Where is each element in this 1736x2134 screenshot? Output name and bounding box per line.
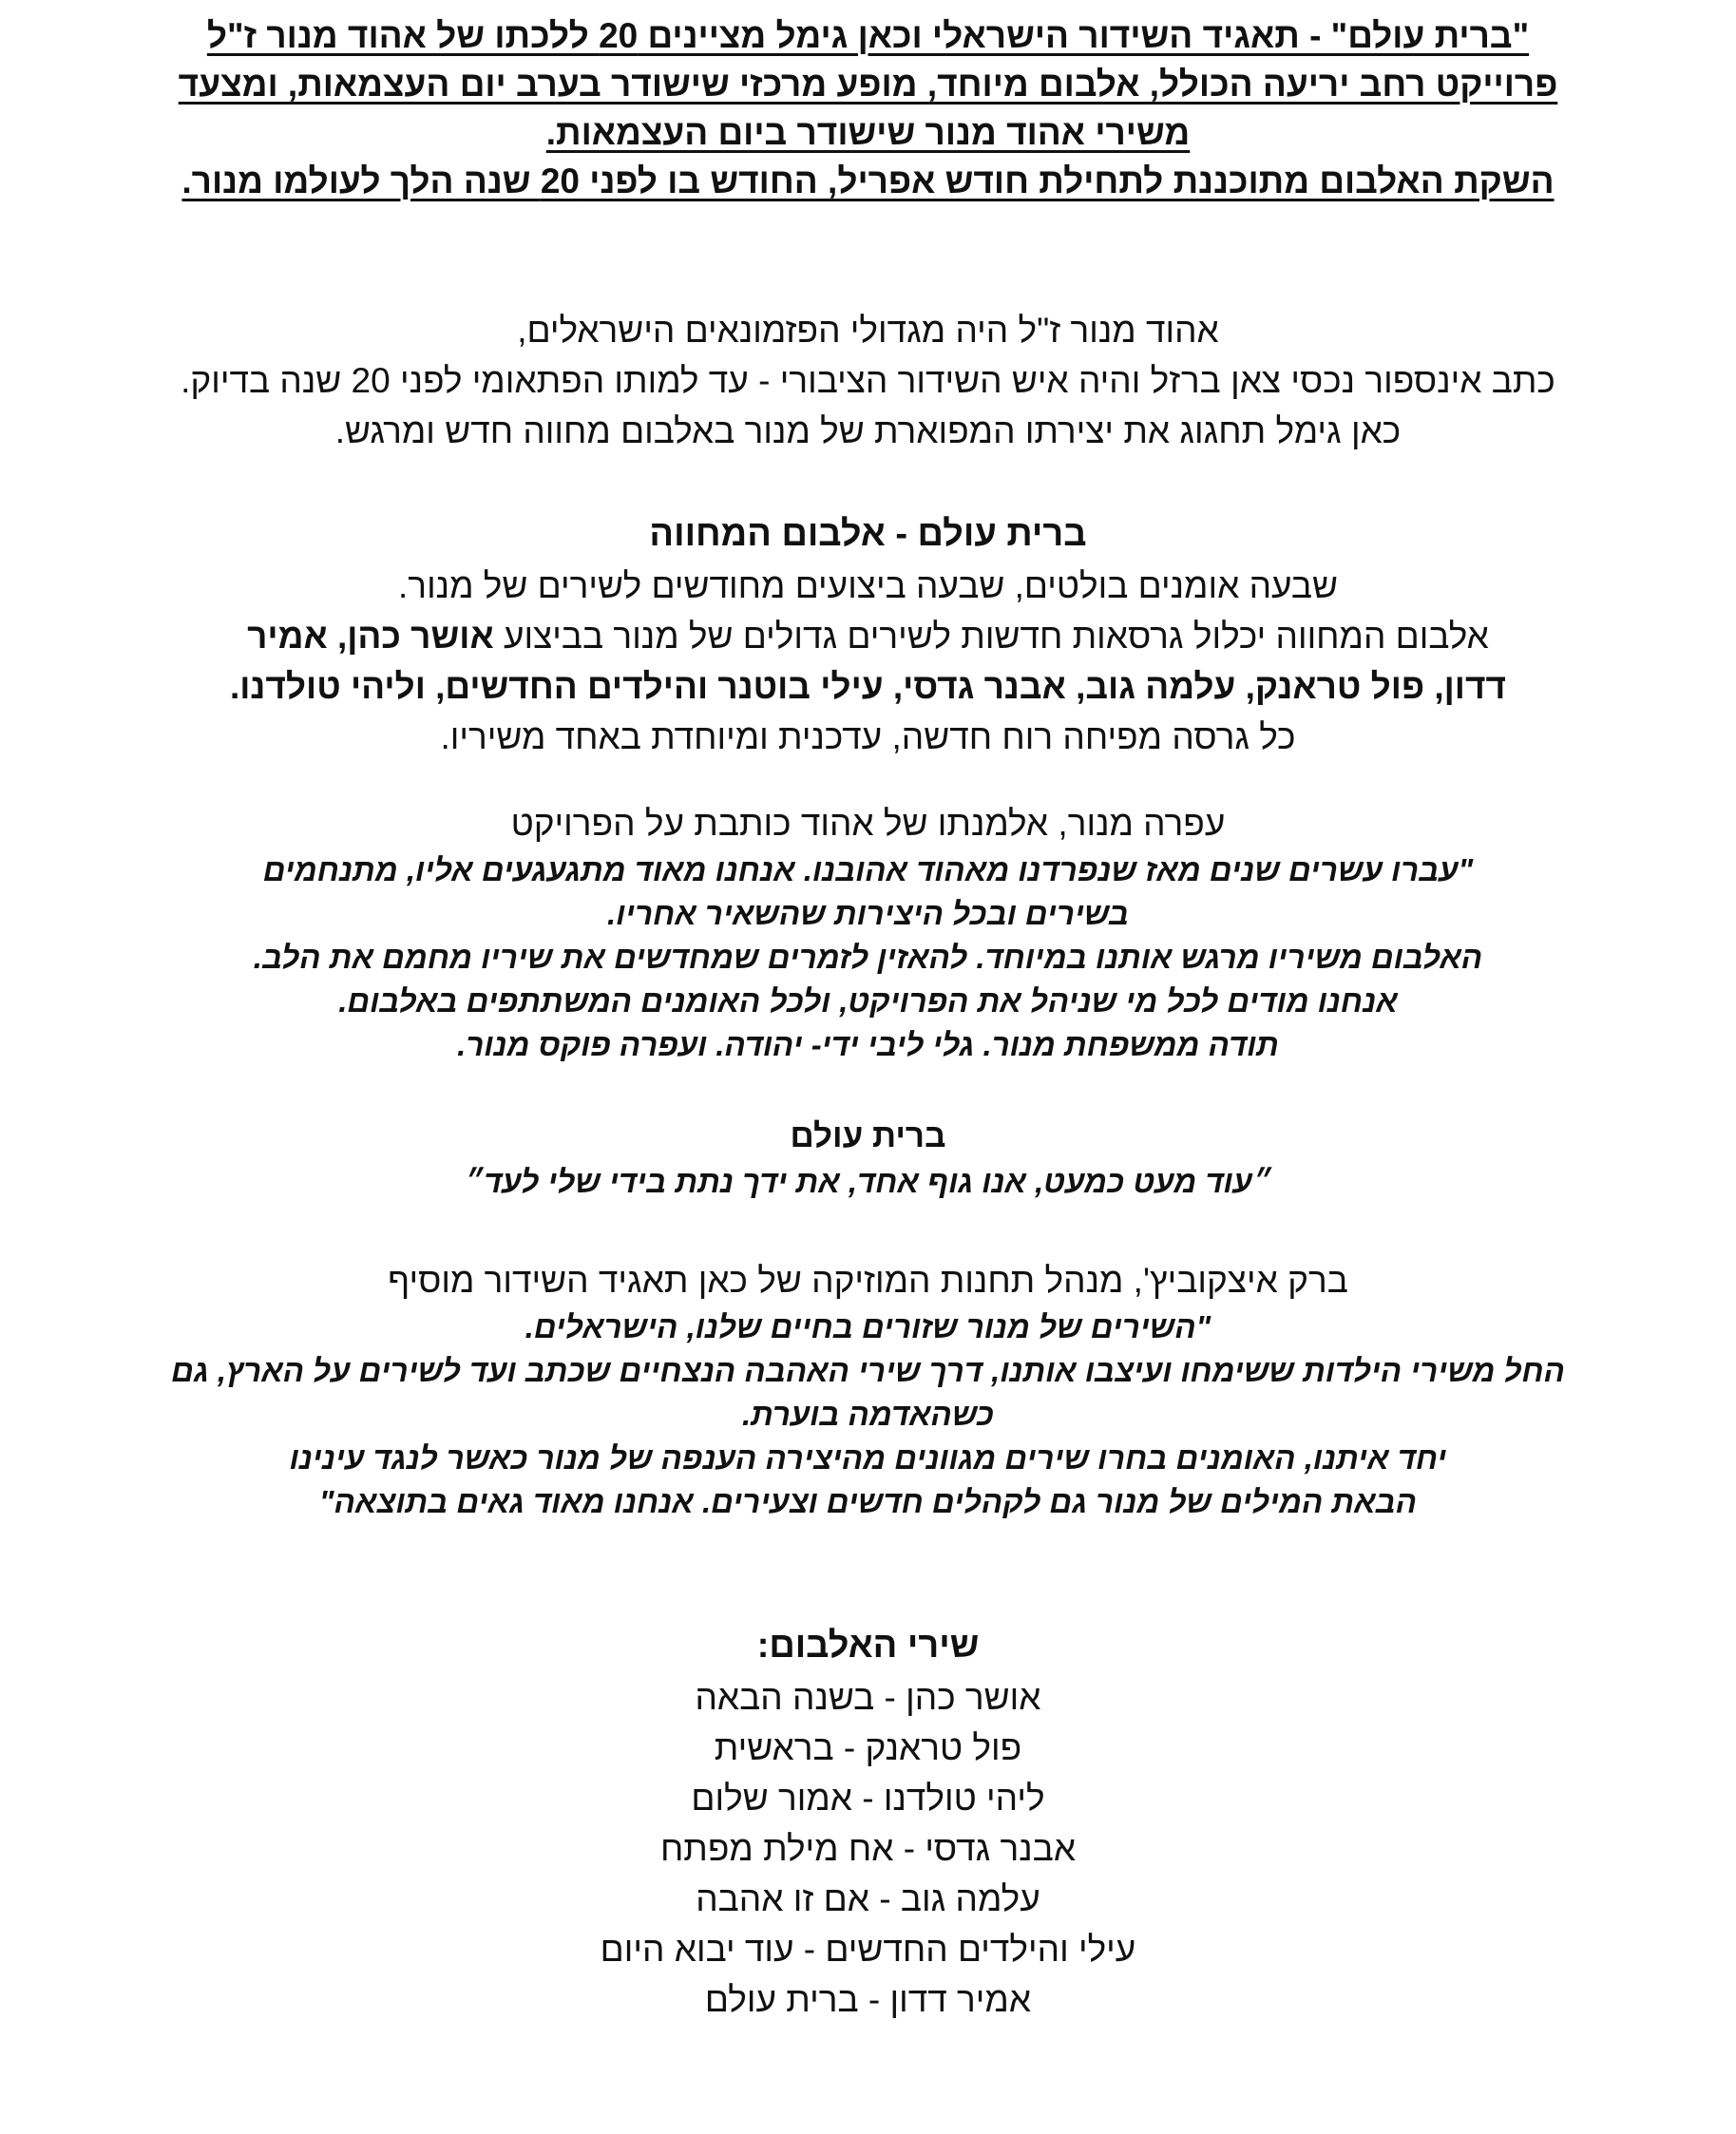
ofra-quote-intro: עפרה מנור, אלמנתו של אהוד כותבת על הפרויקט	[510, 804, 1226, 843]
songs-section	[57, 1619, 1679, 2025]
album-section-line-2-prefix: אלבום המחווה יכלול גרסאות חדשות לשירים גדולים של מנור בביצוע	[503, 617, 1489, 656]
barak-quote-section	[57, 1255, 1679, 1524]
song-quote-section	[57, 1113, 1679, 1204]
song-quote-title: ברית עולם	[790, 1117, 946, 1154]
intro-line-2: כתב אינספור נכסי צאן ברזל והיה איש השידור הציבורי - עד למותו הפתאומי לפני 20 שנה בדיוק.	[181, 361, 1555, 400]
album-section	[57, 507, 1679, 762]
barak-quote-line-4: יחד איתנו, האומנים בחרו שירים מגוונים מהיצירה הענפה של מנור כאשר לנגד עינינו	[289, 1440, 1447, 1476]
headline-line-3: משירי אהוד מנור שישודר ביום העצמאות.	[545, 113, 1191, 152]
album-section-line-4: כל גרסה מפיחה רוח חדשה, עדכנית ומיוחדת באחד משיריו.	[440, 717, 1296, 756]
album-section-title: ברית עולם - אלבום המחווה	[649, 514, 1087, 554]
album-section-line-1: שבעה אומנים בולטים, שבעה ביצועים מחודשים לשירים של מנור.	[398, 566, 1338, 605]
song-item: פול טראנק - בראשית	[714, 1728, 1022, 1767]
barak-quote-line-2: החל משירי הילדות ששימחו ועיצבו אותנו, דרך שירי האהבה הנצחיים שכתב ועד לשירים על הארץ, גם	[171, 1353, 1565, 1388]
ofra-quote-section	[57, 798, 1679, 1067]
song-quote-lyric: ״עוד מעט כמעט, אנו גוף אחד, את ידך נתת בידי שלי לעד״	[464, 1164, 1272, 1199]
ofra-quote-line-1: "עברו עשרים שנים מאז שנפרדנו מאהוד אהובנו. אנחנו מאוד מתגעגעים אליו, מתנחמים	[262, 852, 1474, 887]
intro-line-3: כאן גימל תחגוג את יצירתו המפוארת של מנור באלבום מחווה חדש ומרגש.	[334, 411, 1402, 450]
album-section-line-2-artists: אושר כהן, אמיר	[247, 617, 494, 656]
headline-line-4: השקת האלבום מתוכננת לתחילת חודש אפריל, החודש בו לפני 20 שנה הלך לעולמו מנור.	[181, 162, 1555, 200]
ofra-quote-line-4: אנחנו מודים לכל מי שניהל את הפרויקט, ולכל האומנים המשתתפים באלבום.	[338, 983, 1398, 1019]
barak-quote-line-3: כשהאדמה בוערת.	[742, 1397, 994, 1432]
song-item: אושר כהן - בשנה הבאה	[695, 1678, 1041, 1717]
barak-quote-intro: ברק איצקוביץ', מנהל תחנות המוזיקה של כאן תאגיד השידור מוסיף	[388, 1261, 1348, 1300]
barak-quote-line-5: הבאת המילים של מנור גם לקהלים חדשים וצעירים. אנחנו מאוד גאים בתוצאה"	[318, 1484, 1418, 1519]
ofra-quote-line-3: האלבום משיריו מרגש אותנו במיוחד. להאזין לזמרים שמחדשים את שיריו מחמם את הלב.	[253, 940, 1483, 975]
songs-title: שירי האלבום:	[756, 1626, 980, 1666]
headline	[57, 11, 1679, 205]
ofra-quote-line-2: בשירים ובכל היצירות שהשאיר אחריו.	[607, 896, 1129, 931]
song-item: ליהי טולדנו - אמור שלום	[691, 1779, 1045, 1818]
song-item: עילי והילדים החדשים - עוד יבוא היום	[600, 1930, 1136, 1969]
headline-line-2: פרוייקט רחב יריעה הכולל, אלבום מיוחד, מופע מרכזי שישודר בערב יום העצמאות, ומצעד	[178, 65, 1558, 104]
song-item: אבנר גדסי - אח מילת מפתח	[659, 1829, 1077, 1868]
barak-quote-line-1: "השירים של מנור שזורים בחיים שלנו, הישראלים.	[525, 1309, 1211, 1344]
album-section-line-2	[57, 611, 1679, 661]
ofra-quote-line-5: תודה ממשפחת מנור. גלי ליבי ידי- יהודה. ועפרה פוקס מנור.	[457, 1027, 1279, 1062]
song-item: אמיר דדון - ברית עולם	[704, 1980, 1032, 2019]
intro-section	[57, 305, 1679, 456]
song-item: עלמה גוב - אם זו אהבה	[696, 1879, 1040, 1918]
album-section-line-3-artists: דדון, פול טראנק, עלמה גוב, אבנר גדסי, עילי בוטנר והילדים החדשים, וליהי טולדנו.	[229, 667, 1507, 706]
headline-line-1: "ברית עולם" - תאגיד השידור הישראלי וכאן גימל מציינים 20 ללכתו של אהוד מנור ז"ל	[206, 16, 1530, 55]
intro-line-1: אהוד מנור ז"ל היה מגדולי הפזמונאים הישראלים,	[517, 311, 1219, 350]
